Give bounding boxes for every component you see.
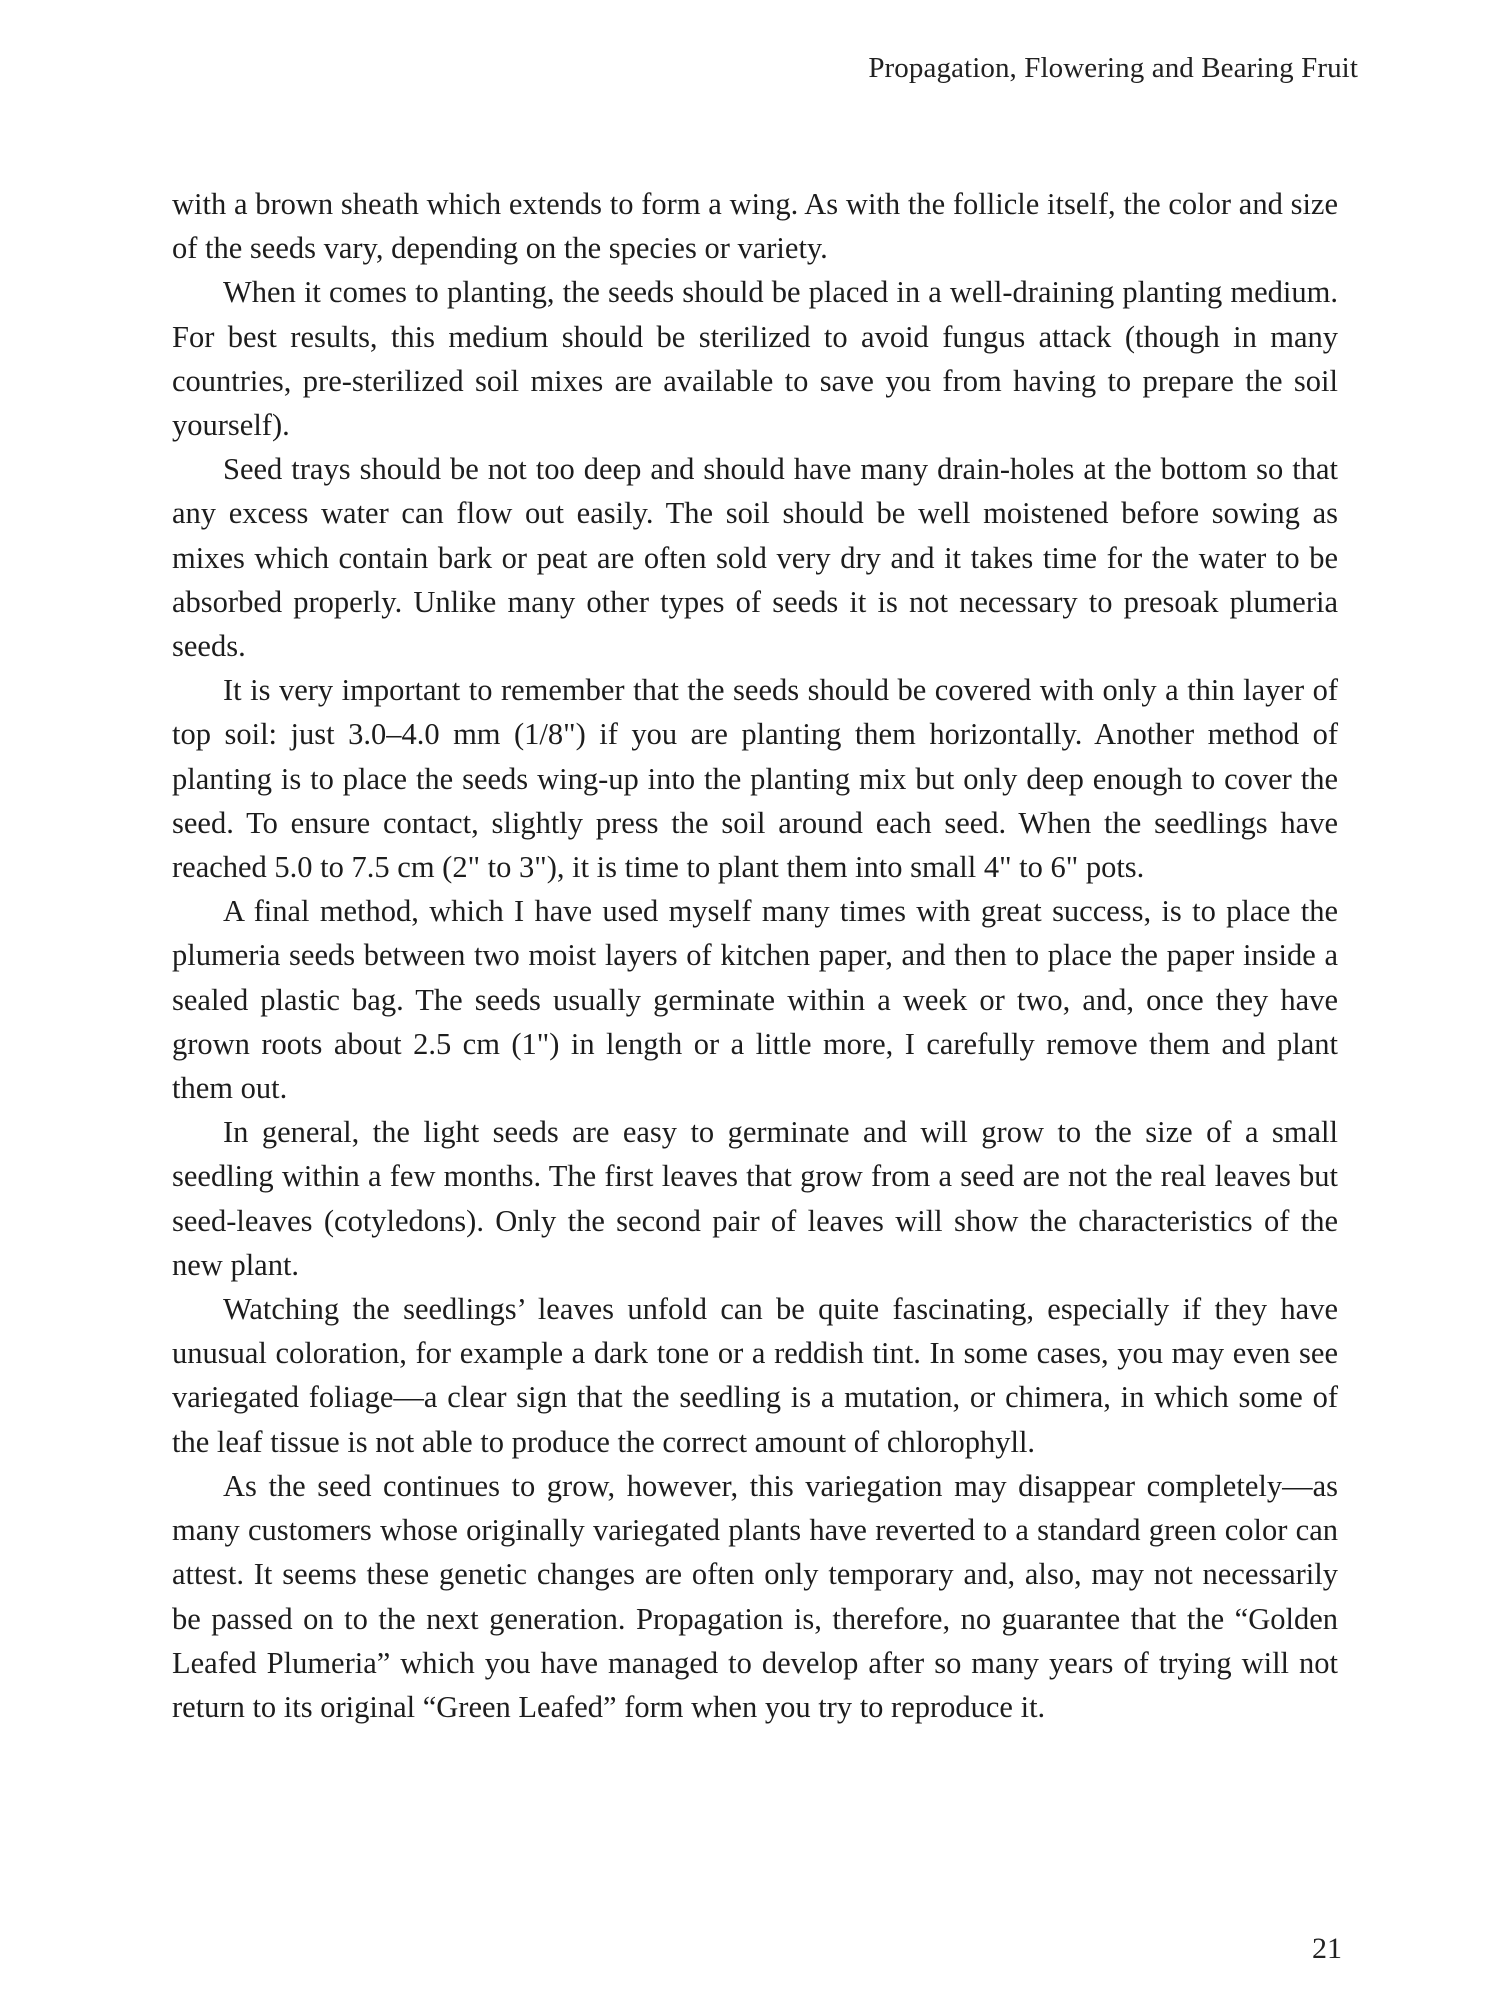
paragraph: In general, the light seeds are easy to germinate and will grow to the size of a small seedling within a few months. The first leaves that grow from a seed are not the real leaves but seed-leaves (cotyledons). Only the second pair of leaves will show the characteristics of the new plant. bbox=[172, 1115, 1338, 1282]
paragraph: As the seed continues to grow, however, this variegation may disappear completely—as many customers whose originally variegated plants have reverted to a standard green color can attest. It seems these genetic changes are often only temporary and, also, may not necessarily be passed on to the next generation. Propagation is, therefore, no guarantee that the “Golden Leafed Plumeria” which you have managed to develop after so many years of trying will not return to its original “Green Leafed” form when you try to reproduce it. bbox=[172, 1468, 1338, 1724]
page-number: 21 bbox=[1312, 1932, 1342, 1965]
paragraph: A final method, which I have used myself many times with great success, is to place the plumeria seeds between two moist layers of kitchen paper, and then to place the paper inside a sealed plastic bag. The seeds usually germinate within a week or two, and, once they have grown roots about 2.5 cm (1") in length or a little more, I carefully remove them and plant them out. bbox=[172, 894, 1338, 1106]
paragraph: with a brown sheath which extends to form a wing. As with the follicle itself, the color and size of the seeds vary, depending on the species or variety. bbox=[172, 187, 1338, 266]
paragraph: It is very important to remember that the seeds should be covered with only a thin layer of top soil: just 3.0–4.0 mm (1/8") if you are planting them horizontally. Another method of planting is to place the seeds wing-up into the planting mix but only deep enough to cover the seed. To ensure contact, slightly press the soil around each seed. When the seedlings have reached 5.0 to 7.5 cm (2" to 3"), it is time to plant them into small 4" to 6" pots. bbox=[172, 673, 1338, 885]
running-header: Propagation, Flowering and Bearing Fruit bbox=[868, 52, 1358, 84]
paragraph: Seed trays should be not too deep and should have many drain-holes at the bottom so that any excess water can flow out easily. The soil should be well moistened before sowing as mixes which contain bark or peat are often sold very dry and it takes time for the water to be absorbed properly. Unlike many other types of seeds it is not necessary to presoak plumeria seeds. bbox=[172, 452, 1338, 664]
paragraph: Watching the seedlings’ leaves unfold can be quite fascinating, especially if they have unusual coloration, for example a dark tone or a reddish tint. In some cases, you may even see variegated foliage—a clear sign that the seedling is a mutation, or chimera, in which some of the leaf tissue is not able to produce the correct amount of chlorophyll. bbox=[172, 1292, 1338, 1459]
body-text bbox=[172, 182, 1338, 1729]
paragraph: When it comes to planting, the seeds should be placed in a well-draining planting medium. For best results, this medium should be sterilized to avoid fungus attack (though in many countries, pre-sterilized soil mixes are available to save you from having to prepare the soil yourself). bbox=[172, 275, 1338, 443]
